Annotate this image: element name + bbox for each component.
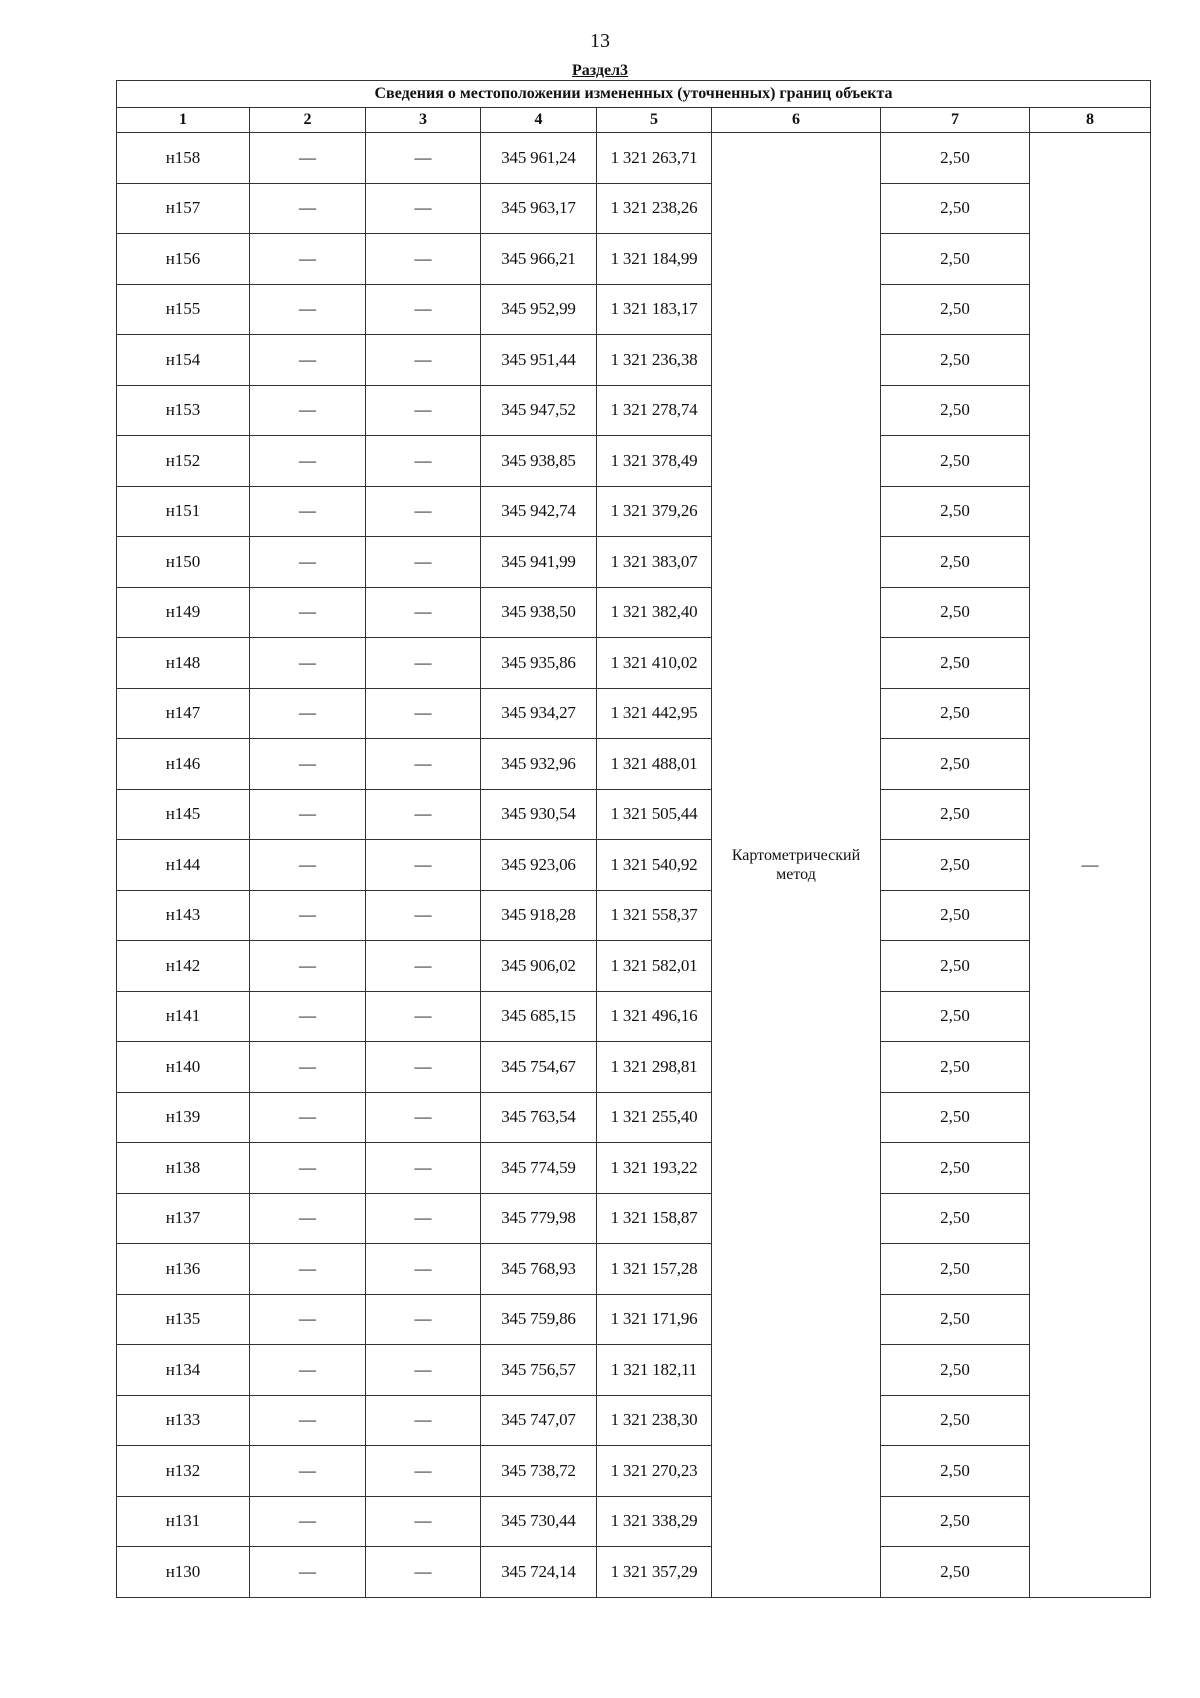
point-id-cell: н152 [117, 436, 250, 487]
column-number: 1 [117, 108, 250, 133]
empty-dash-cell: — [366, 1446, 481, 1497]
accuracy-cell: 2,50 [881, 1294, 1030, 1345]
empty-dash-cell: — [250, 688, 366, 739]
x-coordinate-cell: 345 730,44 [481, 1496, 597, 1547]
empty-dash-cell: — [250, 1092, 366, 1143]
accuracy-cell: 2,50 [881, 284, 1030, 335]
y-coordinate-cell: 1 321 263,71 [597, 133, 712, 184]
y-coordinate-cell: 1 321 193,22 [597, 1143, 712, 1194]
x-coordinate-cell: 345 947,52 [481, 385, 597, 436]
x-coordinate-cell: 345 768,93 [481, 1244, 597, 1295]
table-row [117, 587, 1151, 638]
table-row [117, 1092, 1151, 1143]
empty-dash-cell: — [366, 941, 481, 992]
point-id-cell: н137 [117, 1193, 250, 1244]
point-id-cell: н148 [117, 638, 250, 689]
point-id-cell: н145 [117, 789, 250, 840]
x-coordinate-cell: 345 932,96 [481, 739, 597, 790]
empty-dash-cell: — [250, 789, 366, 840]
empty-dash-cell: — [366, 638, 481, 689]
y-coordinate-cell: 1 321 410,02 [597, 638, 712, 689]
x-coordinate-cell: 345 952,99 [481, 284, 597, 335]
empty-dash-cell: — [250, 1143, 366, 1194]
y-coordinate-cell: 1 321 488,01 [597, 739, 712, 790]
y-coordinate-cell: 1 321 157,28 [597, 1244, 712, 1295]
x-coordinate-cell: 345 779,98 [481, 1193, 597, 1244]
point-id-cell: н136 [117, 1244, 250, 1295]
x-coordinate-cell: 345 934,27 [481, 688, 597, 739]
column-8-cell: — [1030, 133, 1151, 1598]
y-coordinate-cell: 1 321 171,96 [597, 1294, 712, 1345]
accuracy-cell: 2,50 [881, 1092, 1030, 1143]
x-coordinate-cell: 345 961,24 [481, 133, 597, 184]
accuracy-cell: 2,50 [881, 890, 1030, 941]
empty-dash-cell: — [366, 1395, 481, 1446]
table-row [117, 890, 1151, 941]
table-body [117, 133, 1151, 1598]
table-row [117, 688, 1151, 739]
empty-dash-cell: — [366, 537, 481, 588]
x-coordinate-cell: 345 938,50 [481, 587, 597, 638]
y-coordinate-cell: 1 321 505,44 [597, 789, 712, 840]
accuracy-cell: 2,50 [881, 739, 1030, 790]
point-id-cell: н154 [117, 335, 250, 386]
table-row [117, 739, 1151, 790]
column-number: 2 [250, 108, 366, 133]
table-row [117, 1395, 1151, 1446]
empty-dash-cell: — [250, 183, 366, 234]
empty-dash-cell: — [250, 638, 366, 689]
empty-dash-cell: — [366, 284, 481, 335]
empty-dash-cell: — [366, 789, 481, 840]
empty-dash-cell: — [250, 385, 366, 436]
empty-dash-cell: — [250, 739, 366, 790]
empty-dash-cell: — [366, 739, 481, 790]
empty-dash-cell: — [250, 1547, 366, 1598]
accuracy-cell: 2,50 [881, 688, 1030, 739]
y-coordinate-cell: 1 321 379,26 [597, 486, 712, 537]
x-coordinate-cell: 345 923,06 [481, 840, 597, 891]
y-coordinate-cell: 1 321 255,40 [597, 1092, 712, 1143]
y-coordinate-cell: 1 321 270,23 [597, 1446, 712, 1497]
empty-dash-cell: — [250, 941, 366, 992]
y-coordinate-cell: 1 321 183,17 [597, 284, 712, 335]
point-id-cell: н142 [117, 941, 250, 992]
column-number: 6 [712, 108, 881, 133]
table-row [117, 638, 1151, 689]
table-row [117, 284, 1151, 335]
x-coordinate-cell: 345 941,99 [481, 537, 597, 588]
empty-dash-cell: — [250, 284, 366, 335]
page-number: 13 [590, 30, 610, 52]
empty-dash-cell: — [250, 890, 366, 941]
empty-dash-cell: — [366, 385, 481, 436]
empty-dash-cell: — [250, 1042, 366, 1093]
empty-dash-cell: — [366, 688, 481, 739]
empty-dash-cell: — [366, 1244, 481, 1295]
empty-dash-cell: — [366, 133, 481, 184]
accuracy-cell: 2,50 [881, 789, 1030, 840]
table-row [117, 991, 1151, 1042]
point-id-cell: н135 [117, 1294, 250, 1345]
accuracy-cell: 2,50 [881, 436, 1030, 487]
x-coordinate-cell: 345 774,59 [481, 1143, 597, 1194]
y-coordinate-cell: 1 321 184,99 [597, 234, 712, 285]
accuracy-cell: 2,50 [881, 1547, 1030, 1598]
empty-dash-cell: — [366, 1496, 481, 1547]
point-id-cell: н153 [117, 385, 250, 436]
y-coordinate-cell: 1 321 238,26 [597, 183, 712, 234]
empty-dash-cell: — [250, 436, 366, 487]
empty-dash-cell: — [250, 234, 366, 285]
column-number: 4 [481, 108, 597, 133]
point-id-cell: н150 [117, 537, 250, 588]
empty-dash-cell: — [366, 1042, 481, 1093]
table-row [117, 1345, 1151, 1396]
point-id-cell: н132 [117, 1446, 250, 1497]
accuracy-cell: 2,50 [881, 587, 1030, 638]
x-coordinate-cell: 345 942,74 [481, 486, 597, 537]
empty-dash-cell: — [250, 840, 366, 891]
empty-dash-cell: — [250, 1395, 366, 1446]
point-id-cell: н141 [117, 991, 250, 1042]
point-id-cell: н138 [117, 1143, 250, 1194]
accuracy-cell: 2,50 [881, 486, 1030, 537]
y-coordinate-cell: 1 321 357,29 [597, 1547, 712, 1598]
empty-dash-cell: — [250, 133, 366, 184]
y-coordinate-cell: 1 321 298,81 [597, 1042, 712, 1093]
accuracy-cell: 2,50 [881, 183, 1030, 234]
empty-dash-cell: — [250, 1294, 366, 1345]
column-number: 8 [1030, 108, 1151, 133]
point-id-cell: н147 [117, 688, 250, 739]
point-id-cell: н133 [117, 1395, 250, 1446]
empty-dash-cell: — [366, 486, 481, 537]
table-row [117, 1042, 1151, 1093]
x-coordinate-cell: 345 738,72 [481, 1446, 597, 1497]
point-id-cell: н151 [117, 486, 250, 537]
table-row [117, 1496, 1151, 1547]
empty-dash-cell: — [366, 335, 481, 386]
x-coordinate-cell: 345 906,02 [481, 941, 597, 992]
empty-dash-cell: — [366, 436, 481, 487]
point-id-cell: н130 [117, 1547, 250, 1598]
x-coordinate-cell: 345 918,28 [481, 890, 597, 941]
accuracy-cell: 2,50 [881, 991, 1030, 1042]
x-coordinate-cell: 345 763,54 [481, 1092, 597, 1143]
empty-dash-cell: — [250, 587, 366, 638]
empty-dash-cell: — [250, 1345, 366, 1396]
y-coordinate-cell: 1 321 383,07 [597, 537, 712, 588]
x-coordinate-cell: 345 951,44 [481, 335, 597, 386]
empty-dash-cell: — [250, 486, 366, 537]
accuracy-cell: 2,50 [881, 234, 1030, 285]
x-coordinate-cell: 345 935,86 [481, 638, 597, 689]
y-coordinate-cell: 1 321 238,30 [597, 1395, 712, 1446]
table-row [117, 133, 1151, 184]
accuracy-cell: 2,50 [881, 335, 1030, 386]
accuracy-cell: 2,50 [881, 1193, 1030, 1244]
table-row [117, 1193, 1151, 1244]
empty-dash-cell: — [366, 1294, 481, 1345]
column-number: 3 [366, 108, 481, 133]
accuracy-cell: 2,50 [881, 1244, 1030, 1295]
empty-dash-cell: — [250, 991, 366, 1042]
x-coordinate-cell: 345 966,21 [481, 234, 597, 285]
x-coordinate-cell: 345 756,57 [481, 1345, 597, 1396]
y-coordinate-cell: 1 321 496,16 [597, 991, 712, 1042]
point-id-cell: н140 [117, 1042, 250, 1093]
table-row [117, 1143, 1151, 1194]
column-number: 7 [881, 108, 1030, 133]
accuracy-cell: 2,50 [881, 840, 1030, 891]
section-title: Раздел3 [571, 62, 629, 79]
point-id-cell: н158 [117, 133, 250, 184]
accuracy-cell: 2,50 [881, 638, 1030, 689]
table-row [117, 1547, 1151, 1598]
point-id-cell: н134 [117, 1345, 250, 1396]
empty-dash-cell: — [366, 183, 481, 234]
x-coordinate-cell: 345 747,07 [481, 1395, 597, 1446]
empty-dash-cell: — [366, 890, 481, 941]
table-row [117, 537, 1151, 588]
empty-dash-cell: — [366, 1092, 481, 1143]
point-id-cell: н157 [117, 183, 250, 234]
table-row [117, 183, 1151, 234]
empty-dash-cell: — [250, 335, 366, 386]
accuracy-cell: 2,50 [881, 1143, 1030, 1194]
accuracy-cell: 2,50 [881, 1395, 1030, 1446]
table-row [117, 436, 1151, 487]
y-coordinate-cell: 1 321 378,49 [597, 436, 712, 487]
table-row [117, 1446, 1151, 1497]
empty-dash-cell: — [366, 1143, 481, 1194]
table-row [117, 789, 1151, 840]
table-row [117, 234, 1151, 285]
accuracy-cell: 2,50 [881, 1496, 1030, 1547]
accuracy-cell: 2,50 [881, 1042, 1030, 1093]
point-id-cell: н144 [117, 840, 250, 891]
point-id-cell: н131 [117, 1496, 250, 1547]
y-coordinate-cell: 1 321 338,29 [597, 1496, 712, 1547]
table-row [117, 941, 1151, 992]
empty-dash-cell: — [366, 991, 481, 1042]
y-coordinate-cell: 1 321 278,74 [597, 385, 712, 436]
point-id-cell: н139 [117, 1092, 250, 1143]
point-id-cell: н156 [117, 234, 250, 285]
accuracy-cell: 2,50 [881, 537, 1030, 588]
coordinates-table [116, 80, 1151, 1598]
accuracy-cell: 2,50 [881, 1345, 1030, 1396]
x-coordinate-cell: 345 754,67 [481, 1042, 597, 1093]
accuracy-cell: 2,50 [881, 941, 1030, 992]
empty-dash-cell: — [250, 537, 366, 588]
accuracy-cell: 2,50 [881, 385, 1030, 436]
y-coordinate-cell: 1 321 382,40 [597, 587, 712, 638]
empty-dash-cell: — [366, 1547, 481, 1598]
table-row [117, 335, 1151, 386]
x-coordinate-cell: 345 685,15 [481, 991, 597, 1042]
table-row [117, 840, 1151, 891]
x-coordinate-cell: 345 930,54 [481, 789, 597, 840]
point-id-cell: н155 [117, 284, 250, 335]
column-number: 5 [597, 108, 712, 133]
empty-dash-cell: — [366, 1345, 481, 1396]
y-coordinate-cell: 1 321 158,87 [597, 1193, 712, 1244]
accuracy-cell: 2,50 [881, 133, 1030, 184]
y-coordinate-cell: 1 321 182,11 [597, 1345, 712, 1396]
table-row [117, 385, 1151, 436]
accuracy-cell: 2,50 [881, 1446, 1030, 1497]
y-coordinate-cell: 1 321 442,95 [597, 688, 712, 739]
point-id-cell: н149 [117, 587, 250, 638]
y-coordinate-cell: 1 321 236,38 [597, 335, 712, 386]
x-coordinate-cell: 345 963,17 [481, 183, 597, 234]
point-id-cell: н146 [117, 739, 250, 790]
table-row [117, 1294, 1151, 1345]
empty-dash-cell: — [366, 234, 481, 285]
x-coordinate-cell: 345 759,86 [481, 1294, 597, 1345]
empty-dash-cell: — [366, 587, 481, 638]
empty-dash-cell: — [366, 1193, 481, 1244]
table-row [117, 486, 1151, 537]
empty-dash-cell: — [250, 1496, 366, 1547]
table-caption: Сведения о местоположении измененных (уточненных) границ объекта [117, 81, 1151, 108]
y-coordinate-cell: 1 321 540,92 [597, 840, 712, 891]
method-cell: Картометрический метод [712, 133, 881, 1598]
empty-dash-cell: — [250, 1193, 366, 1244]
empty-dash-cell: — [250, 1244, 366, 1295]
column-number-row [117, 108, 1151, 133]
x-coordinate-cell: 345 938,85 [481, 436, 597, 487]
point-id-cell: н143 [117, 890, 250, 941]
y-coordinate-cell: 1 321 558,37 [597, 890, 712, 941]
empty-dash-cell: — [250, 1446, 366, 1497]
y-coordinate-cell: 1 321 582,01 [597, 941, 712, 992]
empty-dash-cell: — [366, 840, 481, 891]
table-row [117, 1244, 1151, 1295]
x-coordinate-cell: 345 724,14 [481, 1547, 597, 1598]
